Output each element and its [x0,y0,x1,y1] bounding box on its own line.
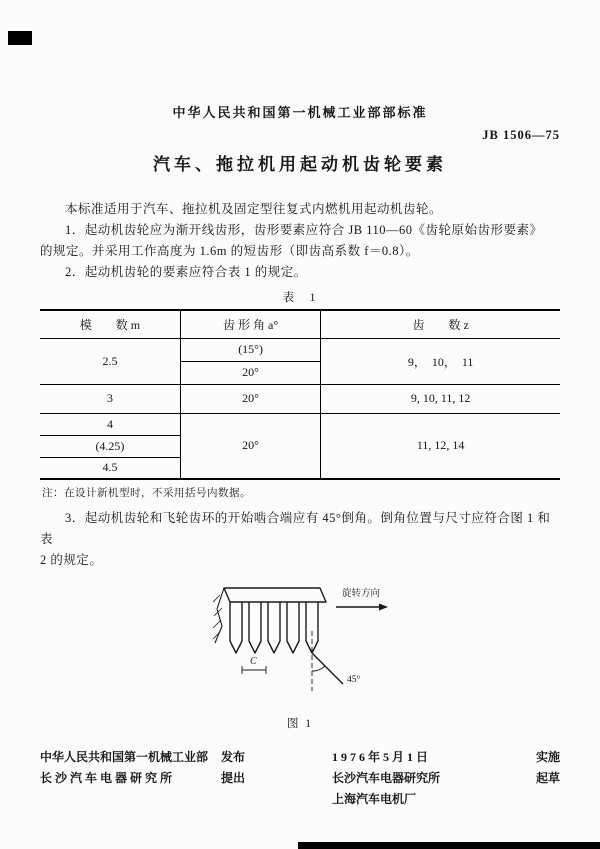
item1-line1: 1．起动机齿轮应为渐开线齿形，齿形要素应符合 JB 110—60《齿轮原始齿形要素》 [65,223,543,237]
scan-artifact-top-left [8,31,32,45]
cell-teeth-4: 11, 12, 14 [416,438,465,453]
footer-drafter-row [332,768,560,789]
rotation-direction-label: 旋转方向 [341,589,381,599]
footer-left-column [40,747,245,810]
drafting-org: 长沙汽车电器研究所 [332,771,441,785]
footer-right-column [332,747,560,810]
footer-date-row [332,747,560,768]
document-title: 汽车、拖拉机用起动机齿轮要素 [153,155,447,174]
cell-angle-20-a: 20° [180,361,320,384]
draft-label: 起草 [535,771,560,785]
scan-artifact-bottom [298,842,600,849]
c-dimension-label: C [250,656,257,667]
figure-1 [40,581,560,731]
manufacturer-org: 上海汽车电机厂 [332,792,417,806]
cell-teeth-2-5: 9， 10， 11 [321,338,560,384]
cell-angle-20-b: 20° [180,384,320,413]
cell-angle-20-c: 20° [180,413,320,479]
table-header-row [40,310,560,338]
footer-proposed-row [40,768,245,789]
cell-teeth-3: 9, 10, 11, 12 [321,384,560,413]
standard-org-title: 中华人民共和国第一机械工业部部标准 [172,105,428,120]
gear-broken-edge [215,588,224,643]
intro-paragraph: 本标准适用于汽车、拖拉机及固定型往复式内燃机用起动机齿轮。 [65,202,443,216]
header-pressure-angle: 齿 形 角 a° [180,310,320,338]
footer [40,747,560,810]
item1-line2: 的规定。并采用工作高度为 1.6m 的短齿形（即齿高系数 f＝0.8）。 [40,244,419,258]
table-note: 注：在设计新机型时，不采用括号内数据。 [42,488,251,499]
gear-tooth [230,602,242,653]
header-module: 模 数 m [40,310,180,338]
gear-teeth-figure [200,581,400,706]
chamfer-angle-label: 45° [347,675,361,685]
gear-tooth [287,602,299,653]
table-row [40,384,560,413]
gear-spec-table [40,309,560,480]
rotation-arrowhead [379,604,388,611]
item2-paragraph: 2．起动机齿轮的要素应符合表 1 的规定。 [65,265,307,279]
cell-module-4: 4 [40,413,180,435]
gear-tooth [306,602,318,653]
chamfer-line [312,653,343,684]
issued-label: 发布 [220,750,245,764]
proposing-org: 长 沙 汽 车 电 器 研 究 所 [40,771,173,785]
header-teeth-number: 齿 数 z [321,310,560,338]
gear-tooth [249,602,261,653]
cell-module-4-5: 4.5 [40,457,180,479]
implementation-date: 1 9 7 6 年 5 月 1 日 [332,750,429,764]
cell-angle-15: (15°) [180,338,320,361]
table-row [40,413,560,435]
table-row [40,338,560,361]
cell-module-3: 3 [40,384,180,413]
table-label: 表 1 [282,292,318,304]
issuing-org: 中华人民共和国第一机械工业部 [40,750,209,764]
hatch-lines [213,595,222,639]
c-dimension-line [242,666,266,674]
figure-caption: 图 1 [286,718,314,730]
item3-line2: 2 的规定。 [40,553,103,567]
footer-issued-row [40,747,245,768]
footer-manufacturer-row [332,789,560,810]
angle-arc [312,666,325,671]
gear-rim-band [224,588,326,602]
cell-module-4-25: (4.25) [40,435,180,457]
item3-line1: 3．起动机齿轮和飞轮齿环的开始啮合端应有 45°倒角。倒角位置与尺寸应符合图 1 和表 [40,511,551,546]
implement-label: 实施 [535,750,560,764]
standard-number: JB 1506—75 [482,128,560,142]
document-body [40,199,560,810]
gear-tooth [268,602,280,653]
proposed-label: 提出 [220,771,245,785]
cell-module-2-5: 2.5 [40,338,180,384]
